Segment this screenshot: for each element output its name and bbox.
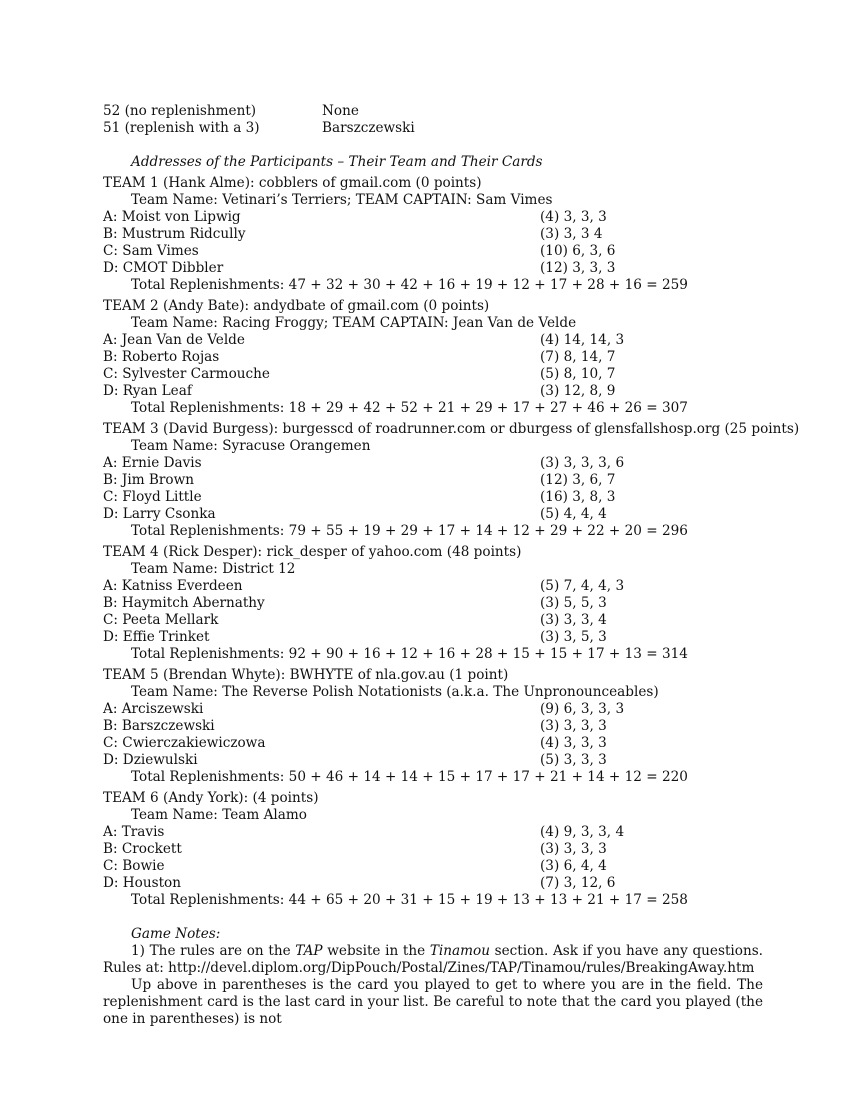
rider-name: B: Roberto Rojas [103, 349, 220, 365]
rider-cards: (3) 3, 3, 3, 6 [540, 455, 625, 471]
notes-text: section. Ask if you have any questions. Rules at: http://devel.diplom.org/DipPouch/Postal/Zines/TAP/Tinamou/rules/BreakingAway.htm [103, 943, 763, 976]
notes-tinamou-emphasis: Tinamou [429, 943, 490, 959]
rider-cards: (12) 3, 6, 7 [540, 472, 616, 488]
notes-text: 1) The rules are on the [131, 943, 296, 959]
team-total: Total Replenishments: 18 + 29 + 42 + 52 + 21 + 29 + 17 + 27 + 46 + 26 = 307 [131, 400, 688, 416]
team-name: Team Name: Vetinari’s Terriers; TEAM CAPTAIN: Sam Vimes [131, 192, 553, 208]
team-name: Team Name: The Reverse Polish Notationists (a.k.a. The Unpronounceables) [131, 684, 659, 700]
team-header: TEAM 2 (Andy Bate): andydbate of gmail.com (0 points) [103, 298, 490, 314]
team-header: TEAM 3 (David Burgess): burgesscd of roadrunner.com or dburgess of glensfallshosp.org (25 points) [103, 421, 800, 437]
team-name: Team Name: District 12 [131, 561, 296, 577]
rider-cards: (16) 3, 8, 3 [540, 489, 616, 505]
team-name: Team Name: Racing Froggy; TEAM CAPTAIN: Jean Van de Velde [131, 315, 577, 331]
rider-cards: (3) 12, 8, 9 [540, 383, 616, 399]
rider-name: B: Crockett [103, 841, 182, 857]
rider-cards: (3) 6, 4, 4 [540, 858, 607, 874]
team-total: Total Replenishments: 47 + 32 + 30 + 42 + 16 + 19 + 12 + 17 + 28 + 16 = 259 [131, 277, 688, 293]
rider-name: A: Travis [103, 824, 165, 840]
rider-cards: (12) 3, 3, 3 [540, 260, 616, 276]
team-name: Team Name: Syracuse Orangemen [131, 438, 371, 454]
rider-name: A: Arciszewski [103, 701, 204, 717]
rider-name: C: Sylvester Carmouche [103, 366, 270, 382]
rider-cards: (4) 14, 14, 3 [540, 332, 625, 348]
rider-cards: (3) 5, 5, 3 [540, 595, 607, 611]
rider-cards: (4) 3, 3, 3 [540, 735, 607, 751]
rider-cards: (10) 6, 3, 6 [540, 243, 616, 259]
notes-body [103, 943, 763, 1028]
team-header: TEAM 4 (Rick Desper): rick_desper of yahoo.com (48 points) [103, 544, 522, 560]
rider-cards: (3) 3, 3, 4 [540, 612, 607, 628]
summary-label: 52 (no replenishment) [103, 103, 257, 119]
rider-name: A: Katniss Everdeen [103, 578, 243, 594]
rider-name: A: Jean Van de Velde [103, 332, 245, 348]
rider-name: B: Haymitch Abernathy [103, 595, 265, 611]
rider-cards: (3) 3, 3, 3 [540, 841, 607, 857]
team-total: Total Replenishments: 92 + 90 + 16 + 12 + 16 + 28 + 15 + 15 + 17 + 13 = 314 [131, 646, 688, 662]
rider-name: D: Dziewulski [103, 752, 198, 768]
team-total: Total Replenishments: 44 + 65 + 20 + 31 + 15 + 19 + 13 + 13 + 21 + 17 = 258 [131, 892, 688, 908]
rider-name: C: Cwierczakiewiczowa [103, 735, 266, 751]
rider-cards: (7) 8, 14, 7 [540, 349, 616, 365]
rider-cards: (4) 9, 3, 3, 4 [540, 824, 625, 840]
section-title: Addresses of the Participants – Their Team and Their Cards [131, 154, 543, 170]
rider-cards: (5) 8, 10, 7 [540, 366, 616, 382]
summary-value: None [322, 103, 359, 119]
team-header: TEAM 6 (Andy York): (4 points) [103, 790, 319, 806]
rider-cards: (4) 3, 3, 3 [540, 209, 607, 225]
rider-name: C: Bowie [103, 858, 165, 874]
notes-paragraph-1 [103, 943, 763, 977]
rider-name: D: Effie Trinket [103, 629, 210, 645]
rider-name: A: Moist von Lipwig [103, 209, 241, 225]
rider-cards: (9) 6, 3, 3, 3 [540, 701, 625, 717]
rider-name: B: Barszczewski [103, 718, 215, 734]
team-total: Total Replenishments: 50 + 46 + 14 + 14 + 15 + 17 + 17 + 21 + 14 + 12 = 220 [131, 769, 688, 785]
rider-cards: (3) 3, 5, 3 [540, 629, 607, 645]
rider-name: C: Floyd Little [103, 489, 202, 505]
rider-cards: (3) 3, 3, 3 [540, 718, 607, 734]
rider-name: C: Sam Vimes [103, 243, 199, 259]
rider-name: B: Jim Brown [103, 472, 194, 488]
team-header: TEAM 5 (Brendan Whyte): BWHYTE of nla.gov.au (1 point) [103, 667, 509, 683]
rider-cards: (5) 3, 3, 3 [540, 752, 607, 768]
team-header: TEAM 1 (Hank Alme): cobblers of gmail.com (0 points) [103, 175, 482, 191]
notes-tap-emphasis: TAP [295, 943, 323, 959]
rider-name: D: Houston [103, 875, 181, 891]
rider-name: B: Mustrum Ridcully [103, 226, 246, 242]
team-name: Team Name: Team Alamo [131, 807, 307, 823]
summary-value: Barszczewski [322, 120, 415, 136]
summary-row [103, 120, 260, 137]
rider-cards: (5) 4, 4, 4 [540, 506, 607, 522]
rider-name: A: Ernie Davis [103, 455, 202, 471]
notes-paragraph-2: Up above in parentheses is the card you played to get to where you are in the field. The replenishment card is the last card in your list. Be careful to note that the card you played (the one in parentheses) is not [103, 977, 763, 1027]
summary-label: 51 (replenish with a 3) [103, 120, 260, 136]
rider-cards: (3) 3, 3 4 [540, 226, 603, 242]
team-total: Total Replenishments: 79 + 55 + 19 + 29 + 17 + 14 + 12 + 29 + 22 + 20 = 296 [131, 523, 688, 539]
rider-name: C: Peeta Mellark [103, 612, 219, 628]
rider-name: D: Ryan Leaf [103, 383, 192, 399]
summary-row [103, 103, 256, 120]
notes-text: website in the [322, 943, 430, 959]
notes-title: Game Notes: [131, 926, 221, 942]
rider-cards: (7) 3, 12, 6 [540, 875, 616, 891]
rider-name: D: CMOT Dibbler [103, 260, 224, 276]
rider-name: D: Larry Csonka [103, 506, 216, 522]
rider-cards: (5) 7, 4, 4, 3 [540, 578, 625, 594]
